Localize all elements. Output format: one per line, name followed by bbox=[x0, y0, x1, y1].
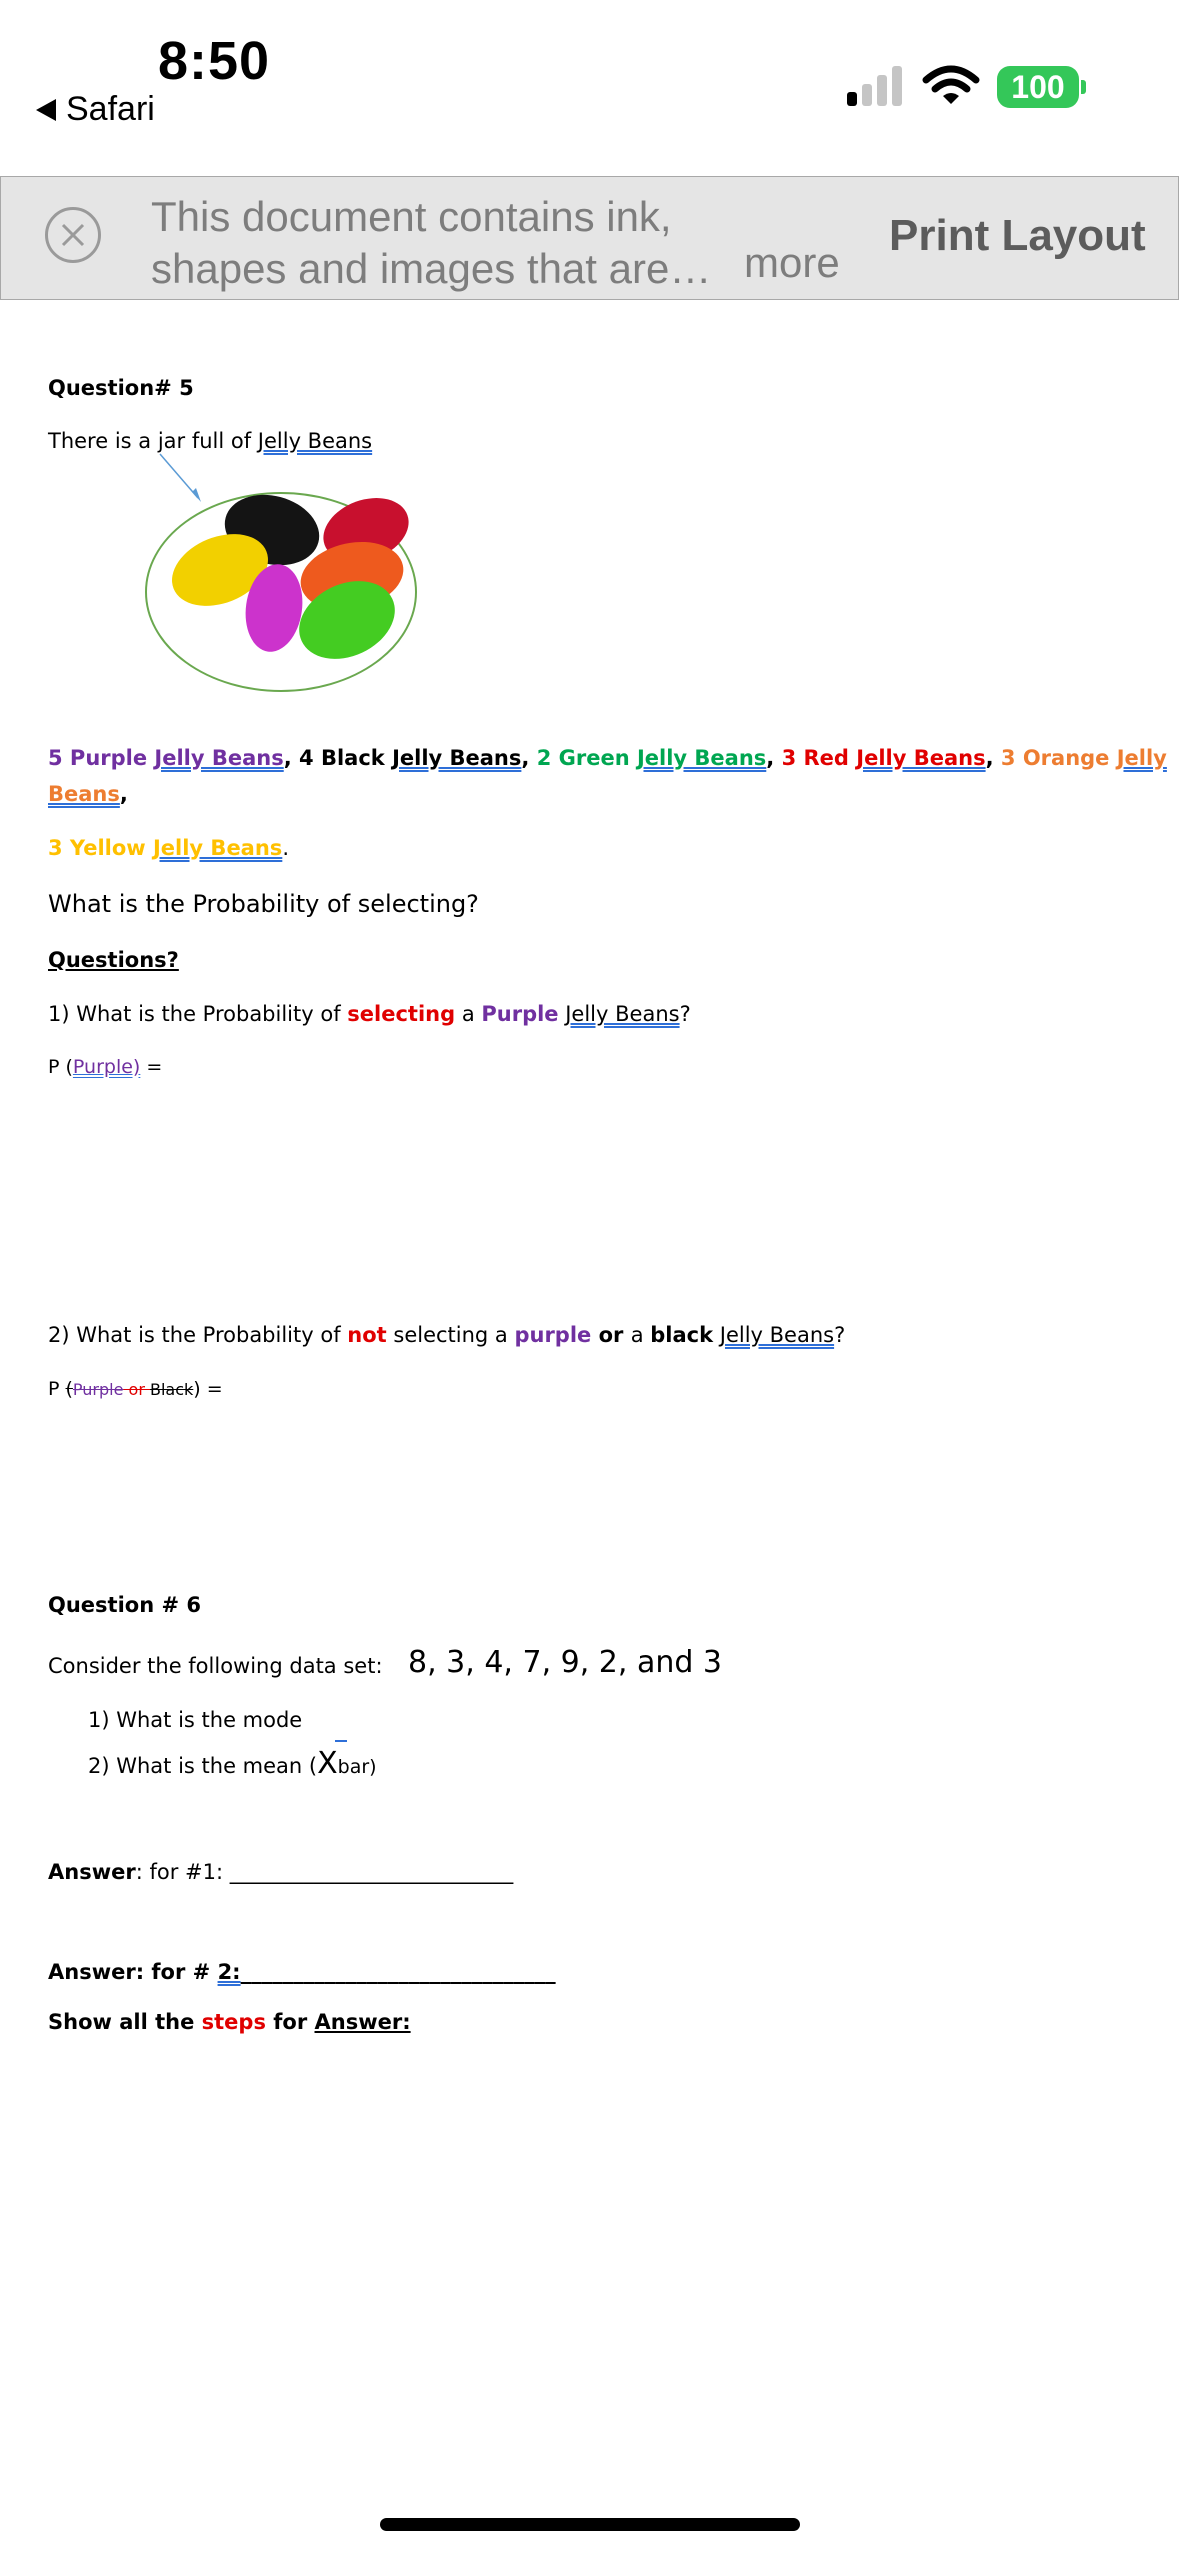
banner-message: This document contains ink, shapes and images that are… bbox=[151, 193, 712, 292]
bean-counts-line: 5 Purple Jelly Beans, 4 Black Jelly Beans, 2 Green Jelly Beans, 3 Red Jelly Beans, 3 Orange Jelly bbox=[48, 746, 1167, 770]
q6-item-mean bbox=[88, 1746, 377, 1781]
q2-a: a bbox=[630, 1323, 651, 1347]
yellow-count-line: 3 Yellow Jelly Beans. bbox=[48, 836, 289, 860]
q1-purple: Purple bbox=[481, 1002, 559, 1026]
q6-mean-prefix: 2) What is the mean ( bbox=[88, 1754, 318, 1778]
home-indicator[interactable] bbox=[380, 2518, 800, 2531]
probability-prompt: What is the Probability of selecting? bbox=[48, 890, 479, 918]
battery-indicator: 100 bbox=[997, 66, 1079, 108]
q6-item-mode: 1) What is the mode bbox=[88, 1708, 303, 1732]
question-2 bbox=[48, 1323, 845, 1347]
p1-suffix: = bbox=[140, 1056, 163, 1078]
p1-prefix: P ( bbox=[48, 1056, 73, 1078]
count-black: 4 Black bbox=[299, 746, 385, 770]
q1-suffix: ? bbox=[679, 1002, 691, 1026]
q2-prefix: 2) What is the Probability of bbox=[48, 1323, 348, 1347]
q5-heading: Question# 5 bbox=[48, 376, 194, 400]
x-bar-symbol bbox=[317, 1746, 338, 1781]
count-yellow: 3 Yellow bbox=[48, 836, 146, 860]
show-steps-answer: Answer: bbox=[314, 2010, 411, 2034]
p2-suffix: ) = bbox=[193, 1378, 223, 1400]
count-purple: 5 Purple bbox=[48, 746, 148, 770]
back-app-label: Safari bbox=[66, 90, 155, 128]
x-bar-line bbox=[335, 1740, 347, 1742]
jelly-beans-jar-image bbox=[140, 448, 430, 708]
p1-purple: Purple) bbox=[72, 1056, 141, 1078]
jelly-beans-word: Jelly Beans bbox=[257, 429, 373, 453]
questions-heading: Questions? bbox=[48, 948, 179, 972]
count-green: 2 Green bbox=[536, 746, 630, 770]
q2-black: black bbox=[650, 1323, 714, 1347]
back-arrow-icon bbox=[36, 99, 56, 121]
question-1 bbox=[48, 1002, 691, 1026]
compatibility-banner bbox=[0, 176, 1179, 300]
answer-2 bbox=[48, 1960, 556, 1984]
count-red: 3 Red bbox=[781, 746, 849, 770]
orange-beans-word: Beans bbox=[48, 782, 120, 806]
pointer-arrow bbox=[160, 454, 198, 498]
data-set: 8, 3, 4, 7, 9, 2, and 3 bbox=[408, 1645, 723, 1680]
p2-prefix: P bbox=[48, 1378, 66, 1400]
cellular-signal-icon bbox=[845, 64, 905, 108]
status-time: 8:50 bbox=[158, 31, 271, 91]
q2-or: or bbox=[591, 1323, 631, 1347]
q1-a: a bbox=[455, 1002, 482, 1026]
wifi-icon bbox=[922, 64, 980, 108]
p2-expression bbox=[48, 1378, 223, 1400]
answer-1 bbox=[48, 1860, 513, 1884]
p2-black: Black bbox=[150, 1380, 194, 1399]
q2-jelly-beans: Jelly Beans bbox=[719, 1323, 835, 1347]
p2-open-paren: ( bbox=[65, 1378, 73, 1400]
q2-not: not bbox=[347, 1323, 387, 1347]
q2-suffix: ? bbox=[834, 1323, 846, 1347]
battery-nub bbox=[1081, 80, 1086, 94]
yellow-jelly-beans: Jelly Beans bbox=[152, 836, 283, 860]
answer-1-label: Answer bbox=[48, 1860, 136, 1884]
show-steps-prefix: Show all the bbox=[48, 2010, 202, 2034]
show-steps bbox=[48, 2010, 411, 2034]
close-banner-button[interactable] bbox=[45, 207, 101, 263]
q1-selecting: selecting bbox=[347, 1002, 456, 1026]
q6-heading: Question # 6 bbox=[48, 1593, 201, 1617]
answer-2-num: 2: bbox=[217, 1960, 241, 1984]
q2-purple: purple bbox=[514, 1323, 592, 1347]
answer-2-label: Answer: for # bbox=[48, 1960, 218, 1984]
bar-text: bar) bbox=[337, 1756, 377, 1778]
p2-or: or bbox=[123, 1380, 150, 1399]
p2-purple: Purple bbox=[72, 1380, 124, 1399]
q1-prefix: 1) What is the Probability of bbox=[48, 1002, 348, 1026]
count-orange: 3 Orange bbox=[1000, 746, 1110, 770]
back-to-safari[interactable] bbox=[36, 90, 155, 129]
show-steps-middle: for bbox=[265, 2010, 315, 2034]
green-jelly-beans: Jelly Beans bbox=[636, 746, 767, 770]
q1-jelly-beans: Jelly Beans bbox=[565, 1002, 680, 1026]
answer-1-text: : for #1: bbox=[135, 1860, 230, 1884]
answer-1-line: ___________________________ bbox=[229, 1860, 514, 1884]
red-jelly-beans: Jelly Beans bbox=[856, 746, 986, 770]
print-layout-button[interactable]: Print Layout bbox=[889, 211, 1146, 260]
close-icon bbox=[48, 210, 98, 260]
bean-counts-wrap: Beans, bbox=[48, 782, 128, 806]
banner-more-link[interactable]: more bbox=[744, 239, 840, 286]
purple-jelly-beans: Jelly Beans bbox=[154, 746, 284, 770]
q6-intro: Consider the following data set: bbox=[48, 1654, 383, 1678]
answer-2-line: ______________________________ bbox=[240, 1960, 556, 1984]
black-jelly-beans: Jelly Beans bbox=[392, 746, 522, 770]
x-letter: X bbox=[317, 1746, 338, 1781]
show-steps-steps: steps bbox=[201, 2010, 266, 2034]
p1-expression bbox=[48, 1056, 162, 1078]
orange-jelly-word: Jelly bbox=[1116, 746, 1167, 770]
q2-middle: selecting a bbox=[386, 1323, 515, 1347]
q5-intro-text: There is a jar full of bbox=[48, 429, 258, 453]
arrow-head bbox=[192, 488, 201, 502]
